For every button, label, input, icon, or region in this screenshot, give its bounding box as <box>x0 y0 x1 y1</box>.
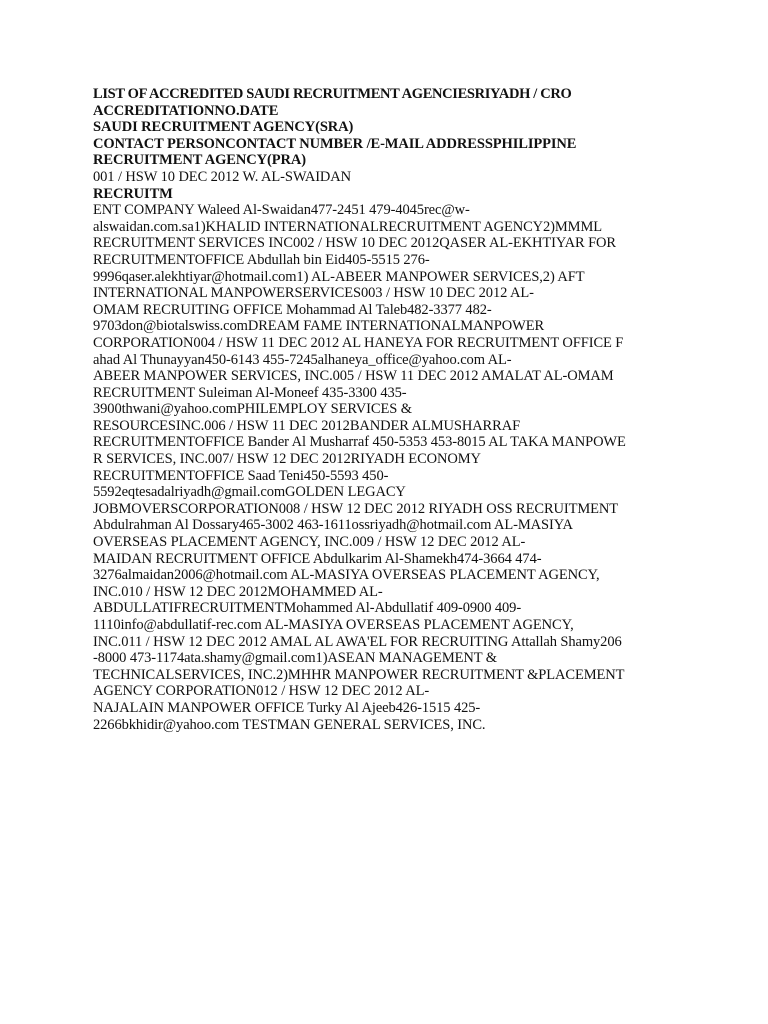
text-line: RECRUITMENT Suleiman Al-Moneef 435-3300 435- <box>93 384 407 401</box>
text-line: MAIDAN RECRUITMENT OFFICE Abdulkarim Al-Shamekh474-3664 474- <box>93 550 542 567</box>
text-line: 9996qaser.alekhtiyar@hotmail.com1) AL-ABEER MANPOWER SERVICES,2) AFT <box>93 268 585 285</box>
text-line: NAJALAIN MANPOWER OFFICE Turky Al Ajeeb426-1515 425- <box>93 699 481 716</box>
text-line: RESOURCESINC.006 / HSW 11 DEC 2012BANDER ALMUSHARRAF <box>93 417 521 434</box>
text-line: OVERSEAS PLACEMENT AGENCY, INC.009 / HSW 12 DEC 2012 AL- <box>93 534 526 551</box>
text-line: CORPORATION004 / HSW 11 DEC 2012 AL HANEYA FOR RECRUITMENT OFFICE F <box>93 334 624 351</box>
text-line: RECRUITMENT SERVICES INC002 / HSW 10 DEC 2012QASER AL-EKHTIYAR FOR <box>93 235 616 252</box>
text-line: alswaidan.com.sa1)KHALID INTERNATIONALRECRUITMENT AGENCY2)MMML <box>93 218 603 235</box>
text-line: OMAM RECRUITING OFFICE Mohammad Al Taleb482-3377 482- <box>93 301 492 318</box>
text-line: 001 / HSW 10 DEC 2012 W. AL-SWAIDAN <box>93 168 352 185</box>
heading-line: SAUDI RECRUITMENT AGENCY(SRA) <box>93 119 354 136</box>
text-line: Abdulrahman Al Dossary465-3002 463-1611ossriyadh@hotmail.com AL-MASIYA <box>93 517 573 534</box>
heading-line: RECRUITM <box>93 185 173 202</box>
text-line: TECHNICALSERVICES, INC.2)MHHR MANPOWER RECRUITMENT &PLACEMENT <box>93 666 625 683</box>
text-line: 2266bkhidir@yahoo.com TESTMAN GENERAL SERVICES, INC. <box>93 716 486 733</box>
text-line: ABDULLATIFRECRUITMENTMohammed Al-Abdullatif 409-0900 409- <box>93 600 522 617</box>
heading-line: ACCREDITATIONNO.DATE <box>93 102 279 119</box>
text-line: RECRUITMENTOFFICE Abdullah bin Eid405-5515 276- <box>93 251 430 268</box>
document-page <box>93 86 693 733</box>
text-line: JOBMOVERSCORPORATION008 / HSW 12 DEC 2012 RIYADH OSS RECRUITMENT <box>93 500 619 517</box>
heading-line: CONTACT PERSONCONTACT NUMBER /E-MAIL ADDRESSPHILIPPINE <box>93 135 577 152</box>
text-line: AGENCY CORPORATION012 / HSW 12 DEC 2012 AL- <box>93 683 430 700</box>
text-line: RECRUITMENTOFFICE Saad Teni450-5593 450- <box>93 467 389 484</box>
text-line: 9703don@biotalswiss.comDREAM FAME INTERNATIONALMANPOWER <box>93 318 545 335</box>
text-line: 5592eqtesadalriyadh@gmail.comGOLDEN LEGACY <box>93 484 406 501</box>
text-line: RECRUITMENTOFFICE Bander Al Musharraf 450-5353 453-8015 AL TAKA MANPOWE <box>93 434 626 451</box>
text-line: ABEER MANPOWER SERVICES, INC.005 / HSW 11 DEC 2012 AMALAT AL-OMAM <box>93 368 614 385</box>
text-line: 1110info@abdullatif-rec.com AL-MASIYA OVERSEAS PLACEMENT AGENCY, <box>93 617 574 633</box>
text-line: -8000 473-1174ata.shamy@gmail.com1)ASEAN MANAGEMENT & <box>93 650 497 667</box>
heading-line: LIST OF ACCREDITED SAUDI RECRUITMENT AGENCIESRIYADH / CRO <box>93 86 572 102</box>
text-line: INC.010 / HSW 12 DEC 2012MOHAMMED AL- <box>93 583 383 600</box>
text-line: 3276almaidan2006@hotmail.com AL-MASIYA OVERSEAS PLACEMENT AGENCY, <box>93 567 600 584</box>
text-line: ENT COMPANY Waleed Al-Swaidan477-2451 479-4045rec@w- <box>93 202 470 219</box>
heading-line: RECRUITMENT AGENCY(PRA) <box>93 152 306 169</box>
text-line: R SERVICES, INC.007/ HSW 12 DEC 2012RIYADH ECONOMY <box>93 451 481 468</box>
text-line: ahad Al Thunayyan450-6143 455-7245alhaneya_office@yahoo.com AL- <box>93 351 512 368</box>
text-line: INC.011 / HSW 12 DEC 2012 AMAL AL AWA'EL FOR RECRUITING Attallah Shamy206 <box>93 633 622 650</box>
text-line: 3900thwani@yahoo.comPHILEMPLOY SERVICES & <box>93 401 412 418</box>
text-line: INTERNATIONAL MANPOWERSERVICES003 / HSW 10 DEC 2012 AL- <box>93 285 534 302</box>
